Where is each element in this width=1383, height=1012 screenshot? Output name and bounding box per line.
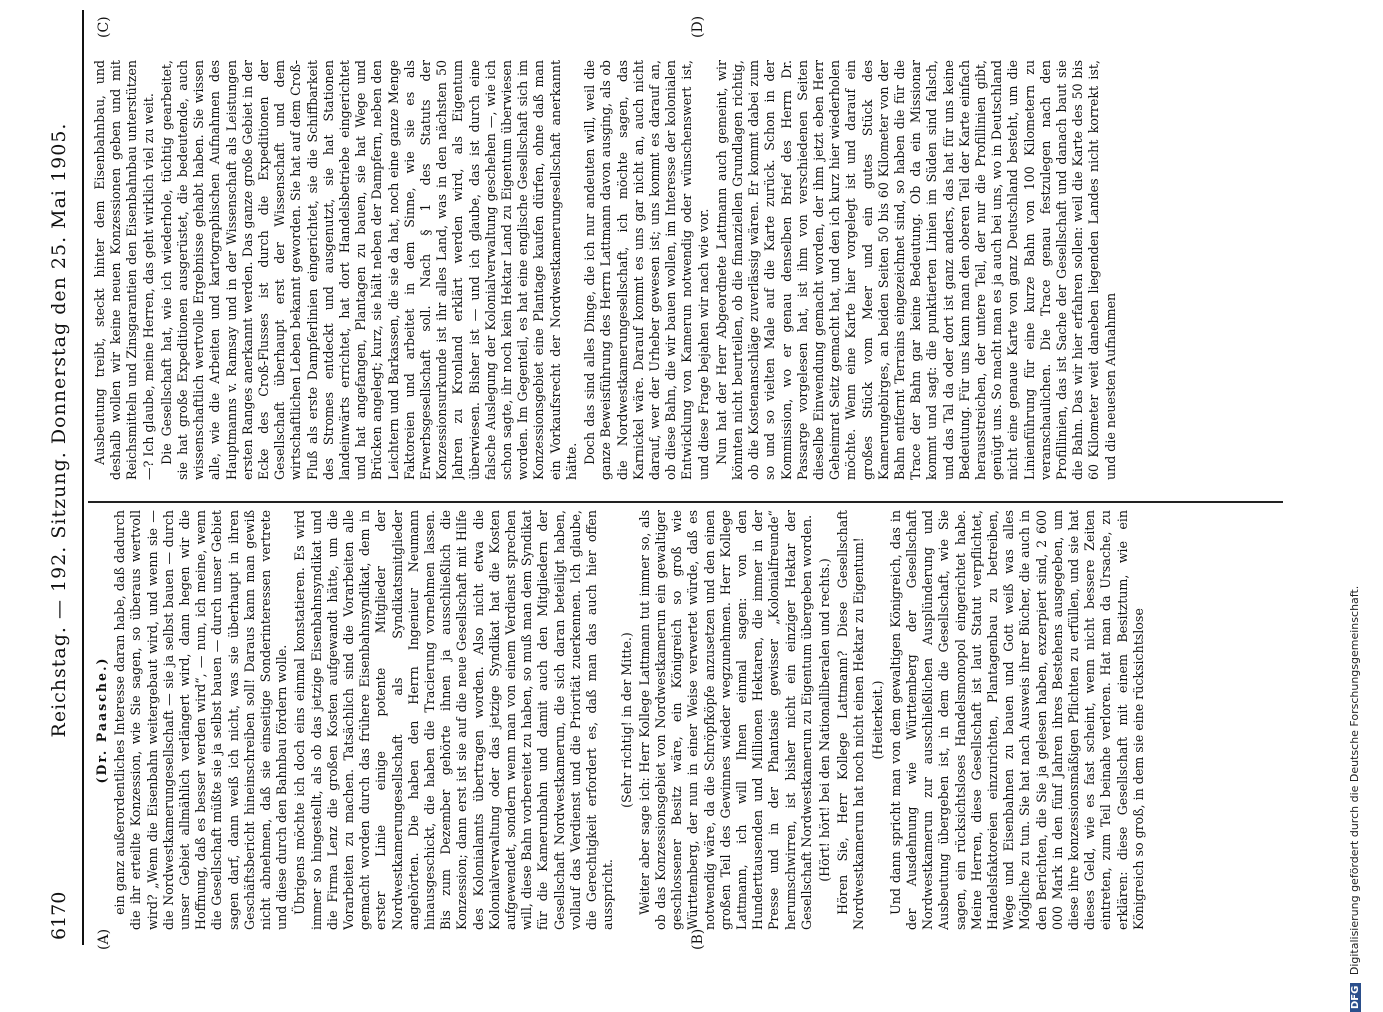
paragraph: Ausbeutung treibt, steckt hinter dem Eisenbahnbau, und deshalb wollen wir keine neuen Konzessionen geben und mit Reichsmitteln und Zinsgarantien den Eisenbahnbau unterstützen —? Ich glaube, meine Herren, das geht wirklich viel zu weit. [92,60,156,480]
margin-letter-d: (D) [690,15,706,38]
margin-letter-c: (C) [96,16,112,38]
paragraph: Übrigens möchte ich doch eins einmal konstatieren. Es wird immer so hingestellt, als ob das jetzige Eisenbahnsyndikat und die Firma Lenz die großen Kosten aufgewandt hätte, um die Vorarbeiten zu machen. Tatsächlich sind die Vorarbeiten alle gemacht worden durch das frühere Eisenbahnsyndikat, dem in erster Linie einige potente Mitglieder der Nordwestkamerungesellschaft als Syndikatsmitglieder angehörten. Die haben den Herrn Ingenieur Neumann hinausgeschickt, die haben die Tracierung vornehmen lassen. Bis zum Dezember gehörte ihnen ja ausschließlich die Konzession; dann erst ist sie auf die neue Gesellschaft mit Hilfe des Kolonialamts übertragen worden. Also nicht etwa die Kolonialverwaltung oder das jetzige Syndikat hat die Kosten aufgewendet, sondern wenn man von einem Verdienst sprechen will, diese Bahn vorbereitet zu haben, so muß man dem Syndikat für die Kamerunbahn und damit auch den Mitgliedern der Gesellschaft Nordwestkamerun, die sich daran beteiligt haben, vollauf das Verdienst und die Priorität zuerkennen. Ich glaube, die Gerechtigkeit erfordert es, daß man das auch hier offen ausspricht. [292,510,616,930]
paragraph: Hören Sie, Herr Kollege Lattmann? Diese Gesellschaft Nordwestkamerun hat noch nicht einen Hektar zu Eigentum! [835,510,867,930]
column-divider [88,501,1283,503]
header-rule [82,10,84,945]
interjection: (Sehr richtig! in der Mitte.) [618,632,634,808]
paragraph: Die Gesellschaft hat, wie ich wiederhole, tüchtig gearbeitet, sie hat große Expeditionen ausgerüstet, die bedeutende, auch wissenschaftlich wertvolle Ergebnisse gehabt haben. Sie wissen alle, wie die Arbeiten und kartographischen Aufnahmen des Hauptmanns v. Ramsay und in der Wissenschaft als Leistungen ersten Ranges anerkannt werden. Das ganze große Gebiet in der Ecke des Croß-Flusses ist durch die Expeditionen der Gesellschaft überhaupt erst der Wissenschaft und dem wirtschaftlichen Leben bekannt geworden. Sie hat auf dem Croß-Fluß als erste Dampferlinien eingerichtet, sie die Schiffbarkeit des Stromes entdeckt und ausgenutzt, sie hat Stationen landeinwärts errichtet, hat dort Handelsbetriebe eingerichtet und hat angefangen, Plantagen zu bauen, sie hat Wege und Brücken angelegt; kurz, sie hält neben der Dampfern, neben den Leichtern und Barkassen, die sie da hat, noch eine ganze Menge Faktoreien und arbeitet in dem Sinne, wie sie es als Erwerbsgesellschaft soll. Nach § 1 des Statuts der Konzessionsurkunde ist ihr alles Land, was in den nächsten 50 Jahren zu Kronland erklärt werden wird, als Eigentum überwiesen. Bisher ist — und ich glaube, das ist durch eine falsche Auslegung der Kolonialverwaltung geschehen —, wie ich schon sagte, ihr noch kein Hektar Land zu Eigentum überwiesen worden. Im Gegenteil, es hat eine englische Gesellschaft sich im Konzessionsgebiet eine Plantage kaufen dürfen, ohne daß man ein Vorkaufsrecht der Nordwestkamerungesellschaft anerkannt hätte. [158,60,579,480]
paragraph: Und dann spricht man von dem gewaltigen Königreich, das in der Ausdehnung wie Württemberg der Gesellschaft Nordwestkamerun zur ausschließlichen Ausplünderung und Ausbeutung übergeben ist, in dem die Gesellschaft, wie Sie sagen, ein rücksichtsloses Handelsmonopol eingerichtet habe. Meine Herren, diese Gesellschaft ist laut Statut verpflichtet, Handelsfaktoreien einzurichten, Plantagenbau zu betreiben, Wege und Eisenbahnen zu bauen und Gott weiß was alles Mögliche zu tun. Sie hat nach Ausweis ihrer Bücher, die auch in den Berichten, die Sie ja gelesen haben, exzerpiert sind, 2 600 000 Mark in den fünf Jahren ihres Bestehens ausgegeben, um diese ihre konzessionsmäßigen Pflichten zu erfüllen, und sie hat dieses Geld, wie es fast scheint, wenn nicht bessere Zeiten eintreten, zum Teil beinahe verloren. Hat man da Ursache, zu erklären: diese Gesellschaft mit einem Besitztum, wie ein Königreich so groß, in dem sie eine rücksichtslose [887,510,1146,930]
page-title: Reichstag. — 192. Sitzung. Donnerstag den 25. Mai 1905. [48,122,70,738]
paragraph: Nun hat der Herr Abgeordnete Lattmann auch gemeint, wir könnten nicht beurteilen, ob die finanziellen Grundlagen richtig, ob die Kostenanschläge zuverlässig wären. Er kommt dabei zum so und so vielten Male auf die Karte zurück. Schon in der Kommission, wo er genau denselben Brief des Herrn Dr. Passarge vorgelesen hat, ist ihm von verschiedenen Seiten dieselbe Einwendung gemacht worden, der ihm jetzt eben Herr Geheimrat Seitz gemacht hat, und den ich kurz hier wiederholen möchte. Wenn eine Karte hier vorgelegt ist und darauf ein großes Stück vom Meer und ein gutes Stück des Kamerungebirges, an beiden Seiten 50 bis 60 Kilometer von der Bahn entfernt Terrains eingezeichnet sind, so haben die für die Trace der Bahn gar keine Bedeutung. Ob da ein Missionar kommt und sagt: die punktierten Linien im Süden sind falsch, und das Tal da oder dort ist ganz anders, das hat für uns keine Bedeutung. Für uns kann man den oberen Teil der Karte einfach herausstreichen, der untere Teil, der nur die Profillinien gibt, genügt uns. So macht man es ja auch bei uns, wo in Deutschland nicht eine genaue Karte von ganz Deutschland besteht, um die Linienführung für eine kurze Bahn von 100 Kilometern zu veranschaulichen. Die Trace genau festzulegen nach den Profillinien, das ist Sache der Gesellschaft und danach baut sie die Bahn. Das wir hier erfahren sollen: weil die Karte des 50 bis 60 Kilometer weit daneben liegenden Landes nicht korrekt ist, und die neuesten Aufnahmen [713,60,1118,480]
margin-letter-a: (A) [96,928,112,950]
page-number: 6170 [48,891,70,940]
speaker-label: (Dr. Paasche.) [94,656,109,784]
paragraph: Doch das sind alles Dinge, die ich nur andeuten will, weil die ganze Beweisführung des Herrn Lattmann davon ausging, als ob die Nordwestkamerungesellschaft, ich möchte sagen, das Karnickel wäre. Darauf kommt es uns gar nicht an, auch nicht darauf, wer der Urheber gewesen ist; uns kommt es darauf an, ob diese Bahn, die wir bauen wollen, im Interesse der kolonialen Entwicklung von Kamerun notwendig oder wünschenswert ist, und diese Frage bejahen wir nach wie vor. [582,60,711,480]
digitization-footer [1348,32,1368,1012]
left-column [92,510,1282,930]
dfg-logo: DFG [1350,983,1361,1012]
footer-text: Digitalisierung gefördert durch die Deutsche Forschungsgemeinschaft. [1348,585,1361,976]
interjection: (Hört! hört! bei den Nationalliberalen und rechts.) [816,558,832,882]
paragraph: ein ganz außerordentliches Interesse daran habe, daß dadurch die ihr erteilte Konzession, wie Sie sagen, so überaus wertvoll wird? „Wenn die Eisenbahn weitergebaut wird, und wenn sie — die Nordwestkamerungesellschaft — sie ja selbst bauen — durch unser Gebiet allmählich verlängert wird, dann hegen wir die Hoffnung, daß es besser werden wird“, — nun, ich meine, wenn die Gesellschaft müßte sie ja selbst bauen — durch unser Gebiet sagen darf, dann weiß ich nicht, was sie überhaupt in ihren Geschäftsbericht hineinschreiben soll! Daraus kann man gewiß nicht abnehmen, daß sie einseitige Sonderinteressen vertrete und diese durch den Bahnbau fördern wolle. [112,510,290,930]
margin-letter-b: (B) [690,928,706,950]
paragraph: Weiter aber sage ich: Herr Kollege Lattmann tut immer so, als ob das Konzessionsgebiet von Nordwestkamerun ein gewaltiger geschlossener Besitz wäre, ein Königreich so groß wie Württemberg, der nun in einer Weise verwertet würde, daß es notwendig wäre, da die Schröpfköpfe anzusetzen und den einen großen Teil des Gewinnes wieder wegzunehmen. Herr Kollege Lattmann, ich will Ihnen einmal sagen: von den Hunderttausenden und Millionen Hektaren, die immer in der Presse und in der Phantasie gewisser „Kolonialfreunde“ herumschwirren, ist bisher nicht ein einziger Hektar der Gesellschaft Nordwestkamerun zu Eigentum übergeben worden. [636,510,814,930]
interjection: (Heiterkeit.) [869,680,885,760]
right-column [92,60,1282,480]
